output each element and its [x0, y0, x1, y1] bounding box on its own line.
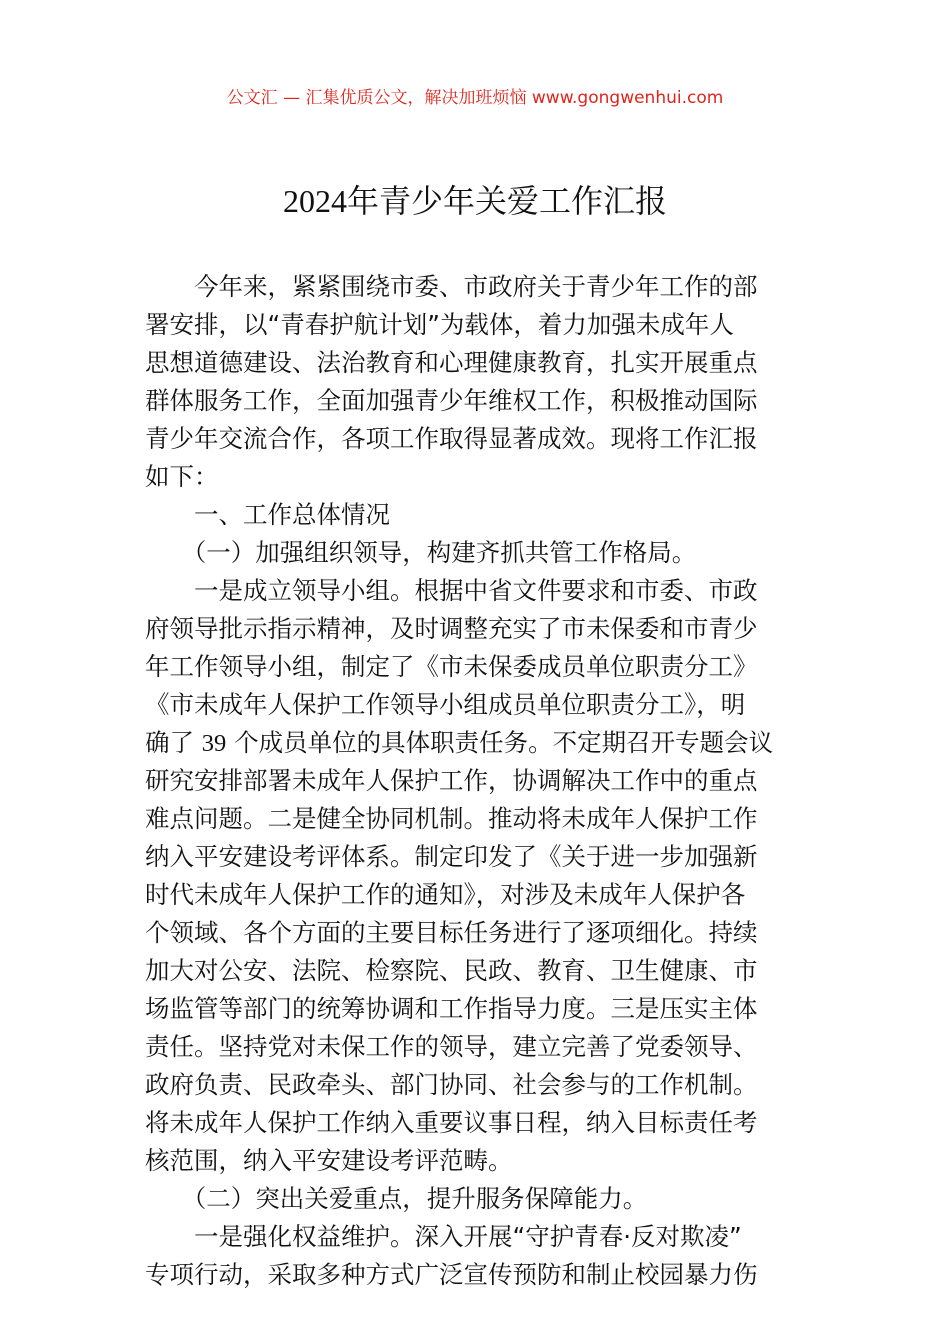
- title-text: 年青少年关爱工作汇报: [346, 182, 667, 220]
- body-line: 一是成立领导小组。根据中省文件要求和市委、市政: [145, 576, 758, 605]
- body-line: 年工作领导小组，制定了《市未保委成员单位职责分工》: [145, 652, 758, 681]
- body-line: 加大对公安、法院、检察院、民政、教育、卫生健康、市: [145, 956, 758, 985]
- body-line: 青少年交流合作，各项工作取得显著成效。现将工作汇报: [145, 424, 758, 453]
- page-title: [0, 178, 950, 224]
- body-line: 研究安排部署未成年人保护工作，协调解决工作中的重点: [145, 766, 758, 795]
- line-suffix: 个成员单位的具体职责任务。不定期召开专题会议: [226, 728, 774, 757]
- line-prefix: 确了: [145, 728, 202, 757]
- body-line: 责任。坚持党对未保工作的领导，建立完善了党委领导、: [145, 1032, 758, 1061]
- body-line: 场监管等部门的统筹协调和工作指导力度。三是压实主体: [145, 994, 758, 1023]
- body-line: 纳入平安建设考评体系。制定印发了《关于进一步加强新: [145, 842, 758, 871]
- section-heading: 一、工作总体情况: [145, 500, 390, 529]
- body-line: [145, 724, 807, 762]
- header-banner: 公文汇 — 汇集优质公文，解决加班烦恼 www.gongwenhui.com: [226, 88, 724, 108]
- body-line: 政府负责、民政牵头、部门协同、社会参与的工作机制。: [145, 1070, 758, 1099]
- title-year: 2024: [282, 183, 347, 219]
- member-count: 39: [201, 730, 227, 757]
- body-line: 专项行动，采取多种方式广泛宣传预防和制止校园暴力伤: [145, 1260, 758, 1289]
- body-line: 如下：: [145, 462, 219, 491]
- body-line: 群体服务工作，全面加强青少年维权工作，积极推动国际: [145, 386, 758, 415]
- body-line: 《市未成年人保护工作领导小组成员单位职责分工》，明: [145, 690, 746, 719]
- body-line: 时代未成年人保护工作的通知》，对涉及未成年人保护各: [145, 880, 746, 909]
- document-body: [145, 268, 807, 1294]
- body-line: 今年来，紧紧围绕市委、市政府关于青少年工作的部: [145, 272, 758, 301]
- subsection-heading: （二）突出关爱重点，提升服务保障能力。: [145, 1184, 648, 1213]
- subsection-heading: （一）加强组织领导，构建齐抓共管工作格局。: [145, 538, 697, 567]
- body-line: 难点问题。二是健全协同机制。推动将未成年人保护工作: [145, 804, 758, 833]
- body-line: 署安排，以“青春护航计划”为载体，着力加强未成年人: [145, 310, 734, 339]
- body-line: 核范围，纳入平安建设考评范畴。: [145, 1146, 513, 1175]
- body-line: 个领域、各个方面的主要目标任务进行了逐项细化。持续: [145, 918, 758, 947]
- body-line: 府领导批示指示精神，及时调整充实了市未保委和市青少: [145, 614, 758, 643]
- body-line: 思想道德建设、法治教育和心理健康教育，扎实开展重点: [145, 348, 758, 377]
- body-line: 将未成年人保护工作纳入重要议事日程，纳入目标责任考: [145, 1108, 758, 1137]
- body-line: 一是强化权益维护。深入开展“守护青春·反对欺凌”: [145, 1222, 742, 1251]
